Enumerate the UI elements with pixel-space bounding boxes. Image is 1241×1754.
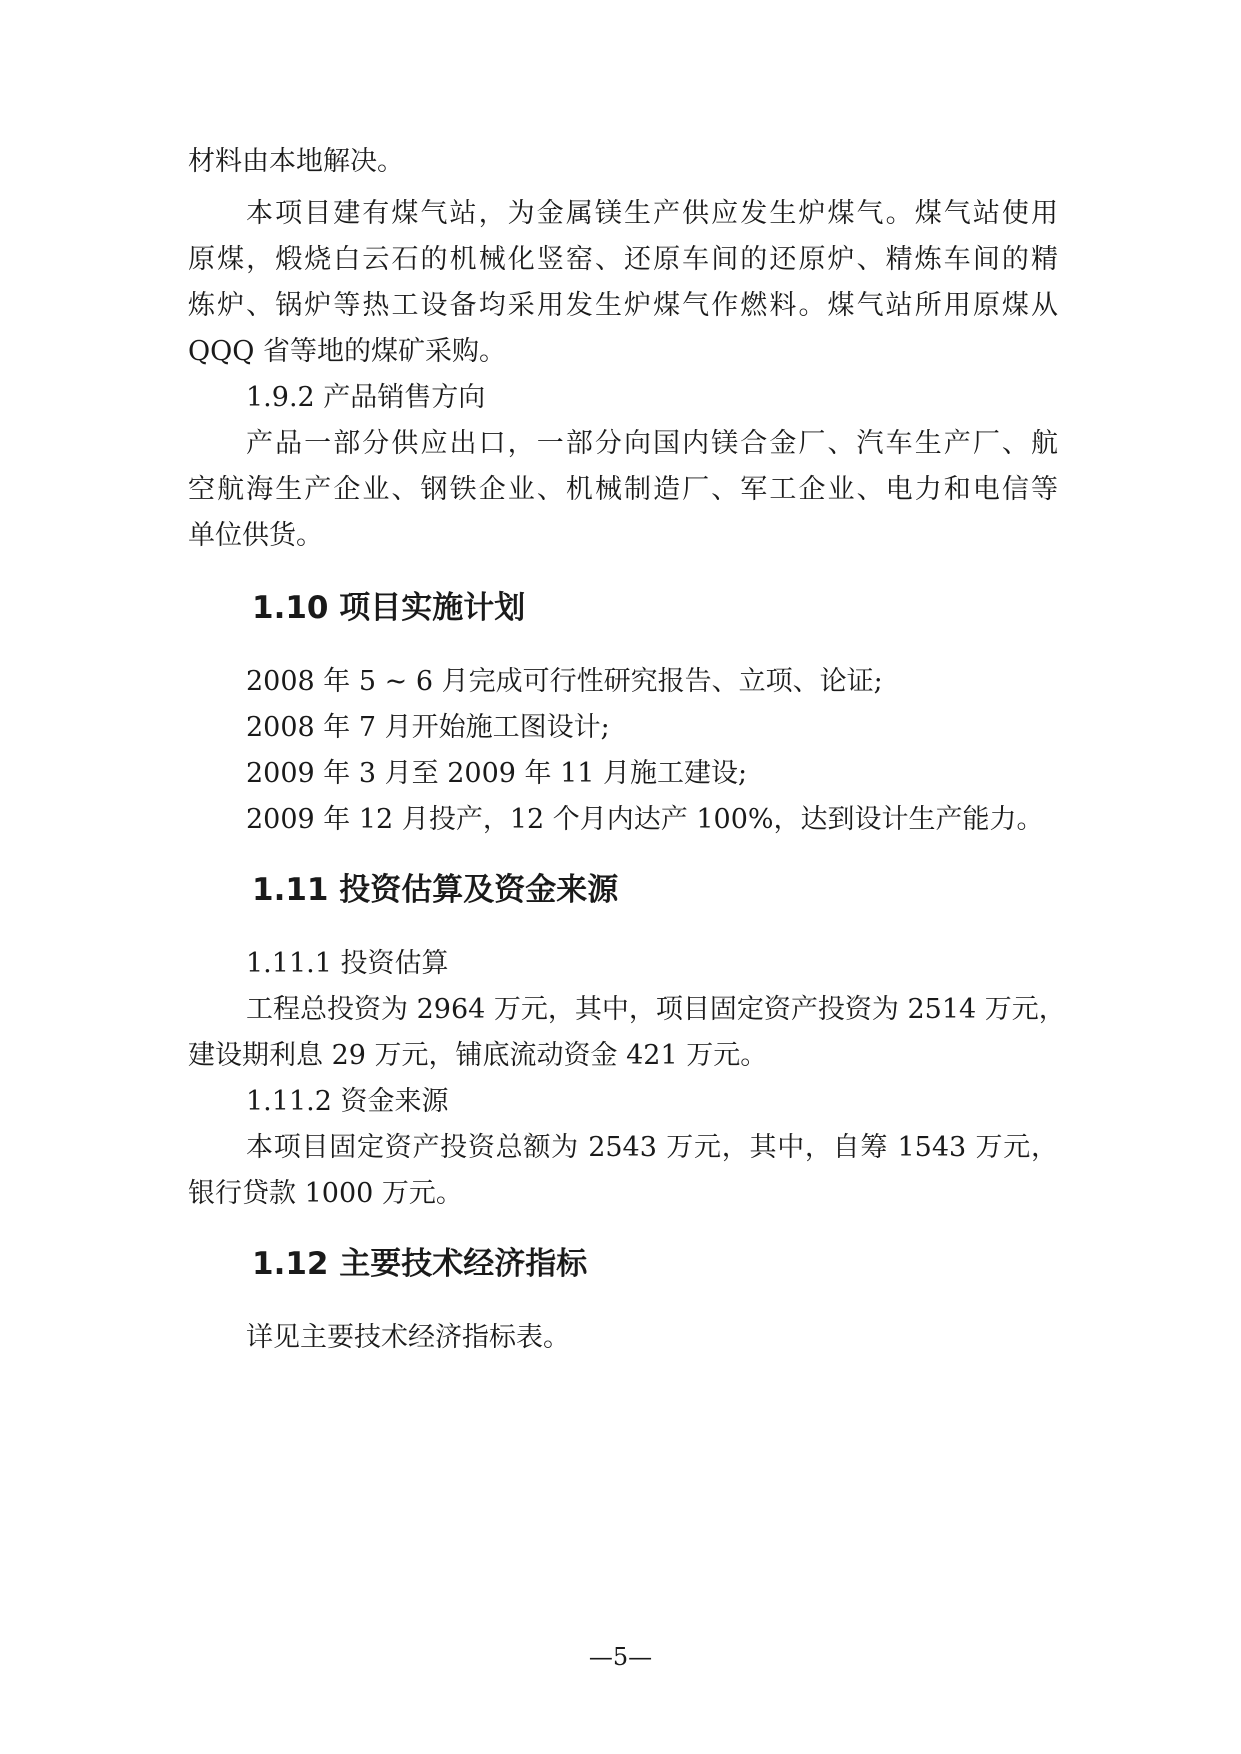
section-heading: 1.10 项目实施计划 [252, 590, 526, 626]
paragraph-line: 建设期利息 29 万元，铺底流动资金 421 万元。 [188, 1040, 768, 1071]
paragraph-line: QQQ 省等地的煤矿采购。 [188, 336, 506, 367]
plan-item: 2008 年 5 ~ 6 月完成可行性研究报告、立项、论证; [246, 666, 883, 697]
paragraph-line: 原煤，煅烧白云石的机械化竖窑、还原车间的还原炉、精炼车间的精 [188, 244, 1058, 275]
page-number: —5— [588, 1643, 653, 1671]
paragraph-line: 单位供货。 [188, 520, 323, 551]
section-heading: 1.12 主要技术经济指标 [252, 1246, 588, 1282]
plan-item: 2008 年 7 月开始施工图设计; [246, 712, 610, 743]
paragraph-line: 工程总投资为 2964 万元，其中，项目固定资产投资为 2514 万元， [246, 994, 1066, 1025]
subsection-title: 1.11.2 资金来源 [246, 1086, 449, 1117]
paragraph-line: 材料由本地解决。 [188, 146, 404, 177]
paragraph-line: 本项目建有煤气站，为金属镁生产供应发生炉煤气。煤气站使用 [246, 198, 1058, 229]
section-heading: 1.11 投资估算及资金来源 [252, 872, 619, 908]
paragraph-line: 详见主要技术经济指标表。 [246, 1322, 570, 1353]
subsection-title: 1.9.2 产品销售方向 [246, 382, 486, 413]
paragraph-line: 空航海生产企业、钢铁企业、机械制造厂、军工企业、电力和电信等 [188, 474, 1058, 505]
paragraph-line: 炼炉、锅炉等热工设备均采用发生炉煤气作燃料。煤气站所用原煤从 [188, 290, 1058, 321]
plan-item: 2009 年 12 月投产，12 个月内达产 100%，达到设计生产能力。 [246, 804, 1044, 835]
subsection-title: 1.11.1 投资估算 [246, 948, 449, 979]
plan-item: 2009 年 3 月至 2009 年 11 月施工建设; [246, 758, 748, 789]
paragraph-line: 银行贷款 1000 万元。 [188, 1178, 463, 1209]
paragraph-line: 本项目固定资产投资总额为 2543 万元，其中，自筹 1543 万元， [246, 1132, 1058, 1163]
paragraph-line: 产品一部分供应出口，一部分向国内镁合金厂、汽车生产厂、航 [246, 428, 1058, 459]
